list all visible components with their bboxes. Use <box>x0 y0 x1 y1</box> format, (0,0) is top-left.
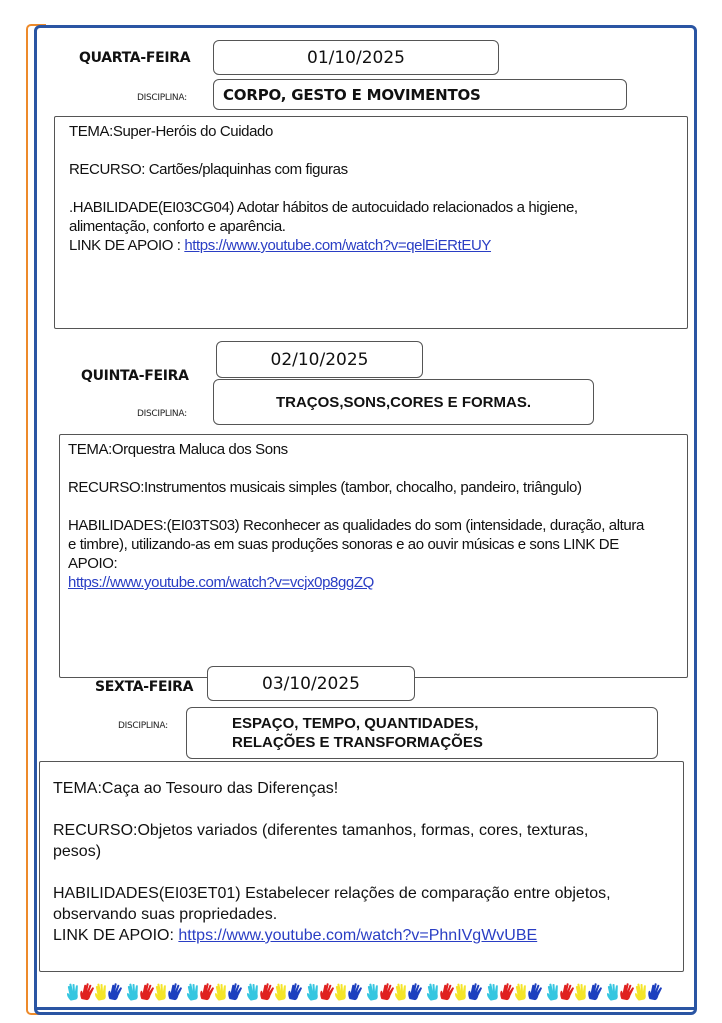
hand-icon <box>646 982 663 1003</box>
habilidade-text: HABILIDADES(EI03ET01) Estabelecer relações de comparação entre objetos, observando suas propriedades. <box>53 885 611 923</box>
hand-icon <box>346 982 363 1003</box>
discipline-field-quarta: CORPO, GESTO E MOVIMENTOS <box>213 79 627 110</box>
lesson-box-quarta <box>54 116 688 329</box>
recurso-text: RECURSO: Cartões/plaquinhas com figuras <box>69 161 348 178</box>
day-label-sexta: SEXTA-FEIRA <box>95 679 194 695</box>
discipline-label: DISCIPLINA: <box>118 721 168 731</box>
link-label: LINK DE APOIO: <box>53 927 179 944</box>
discipline-line-1: ESPAÇO, TEMPO, QUANTIDADES, <box>232 715 479 732</box>
tema-text: TEMA:Orquestra Maluca dos Sons <box>68 441 288 458</box>
discipline-field-sexta <box>186 707 658 759</box>
day-label-quarta: QUARTA-FEIRA <box>79 50 191 66</box>
support-link-quinta[interactable]: https://www.youtube.com/watch?v=vcjx0p8ggZQ <box>68 574 374 591</box>
hand-group <box>306 983 362 1005</box>
day-label-quinta: QUINTA-FEIRA <box>81 368 189 384</box>
lesson-box-sexta <box>39 761 684 972</box>
hand-icon <box>586 982 603 1003</box>
discipline-line-2: RELAÇÕES E TRANSFORMAÇÕES <box>232 734 483 751</box>
hand-group <box>246 983 302 1005</box>
hand-icon <box>166 982 183 1003</box>
recurso-text: RECURSO:Objetos variados (diferentes tamanhos, formas, cores, texturas, pesos) <box>53 822 589 860</box>
lesson-box-quinta <box>59 434 688 678</box>
hand-group <box>366 983 422 1005</box>
hand-icon <box>406 982 423 1003</box>
date-field-sexta: 03/10/2025 <box>207 666 415 701</box>
recurso-text: RECURSO:Instrumentos musicais simples (tambor, chocalho, pandeiro, triângulo) <box>68 479 582 496</box>
hand-icon <box>226 982 243 1003</box>
support-link-sexta[interactable]: https://www.youtube.com/watch?v=PhnIVgWvUBE <box>178 927 538 944</box>
hand-icon <box>526 982 543 1003</box>
habilidade-text: .HABILIDADE(EI03CG04) Adotar hábitos de autocuidado relacionados a higiene, alimentação, conforto e aparência. <box>69 199 578 235</box>
decorative-hands-border <box>66 983 666 1005</box>
support-link-quarta[interactable]: https://www.youtube.com/watch?v=qelEiERtEUY <box>184 237 492 254</box>
hand-group <box>186 983 242 1005</box>
hand-group <box>66 983 122 1005</box>
hand-icon <box>466 982 483 1003</box>
hand-group <box>606 983 662 1005</box>
discipline-label: DISCIPLINA: <box>137 93 187 103</box>
tema-text: TEMA:Super-Heróis do Cuidado <box>69 123 273 140</box>
date-field-quinta: 02/10/2025 <box>216 341 423 378</box>
link-line <box>69 236 673 255</box>
hand-icon <box>106 982 123 1003</box>
habilidade-text: HABILIDADES:(EI03TS03) Reconhecer as qualidades do som (intensidade, duração, altura e timbre), utilizando-as em suas produções sonoras e ao ouvir músicas e sons LINK DE APOIO: <box>68 517 644 572</box>
hand-group <box>126 983 182 1005</box>
date-field-quarta: 01/10/2025 <box>213 40 499 75</box>
hand-icon <box>286 982 303 1003</box>
link-line <box>53 925 670 946</box>
link-label: LINK DE APOIO : <box>69 237 185 254</box>
tema-text: TEMA:Caça ao Tesouro das Diferenças! <box>53 780 339 797</box>
footer-line <box>36 1007 696 1010</box>
discipline-label: DISCIPLINA: <box>137 409 187 419</box>
hand-group <box>546 983 602 1005</box>
hand-group <box>486 983 542 1005</box>
discipline-field-quinta: TRAÇOS,SONS,CORES E FORMAS. <box>213 379 594 425</box>
hand-group <box>426 983 482 1005</box>
